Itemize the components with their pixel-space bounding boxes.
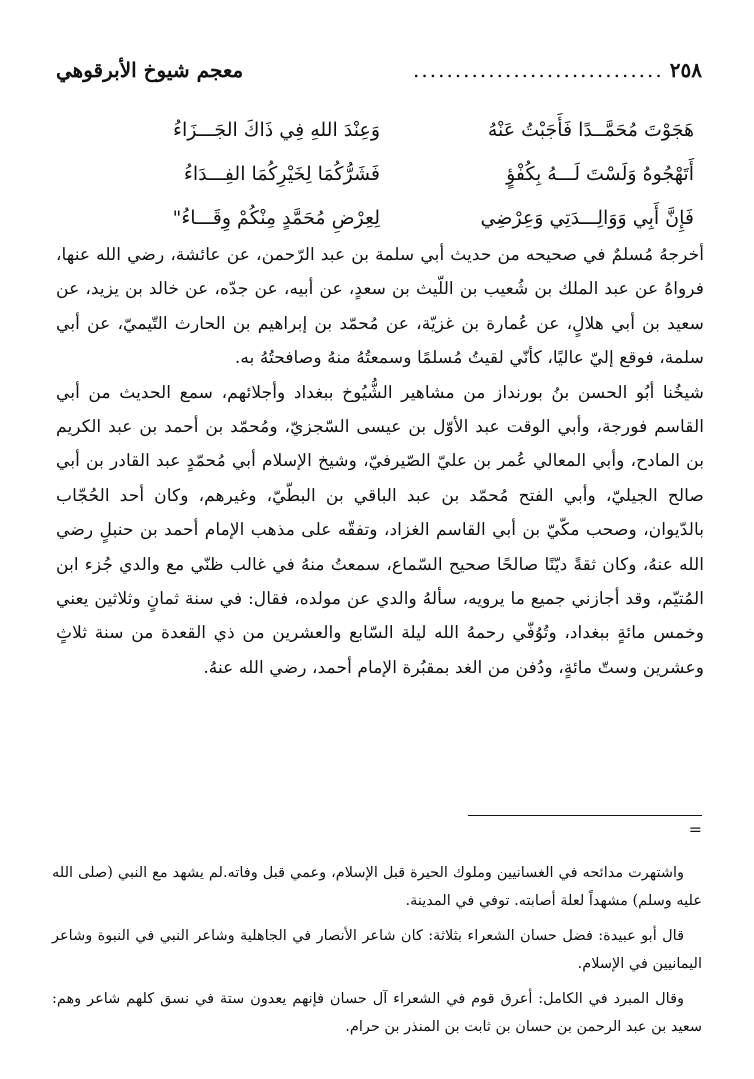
- page-header: [56, 58, 702, 92]
- poem-verse: [80, 108, 694, 152]
- footnote-separator: [468, 815, 702, 816]
- footnote-paragraph: وقال المبرد في الكامل: أعرق قوم في الشعراء آل حسان فإنهم يعدون ستة في نسق كلهم شاعر وهم: سعيد بن عبد الرحمن بن حسان بن ثابت بن المنذر بن حرام.: [52, 991, 702, 1035]
- verse-second-hemistich: وَعِنْدَ اللهِ فِي ذَاكَ الجَـــزَاءُ: [173, 119, 380, 141]
- book-title: معجم شيوخ الأبرقوهي: [56, 58, 244, 82]
- header-leader-dots: ..............................: [413, 58, 664, 82]
- body-paragraph: أخرجهُ مُسلمٌ في صحيحه من حديث أبي سلمة بن عبد الرّحمن، عن عائشة، رضي الله عنها، فرواهُ عن عبد الملك بن شُعيب بن اللّيث بن سعدٍ، عن أبيه، عن جدّه، عن خالد بن يزيد، عن سعيد بن أبي هلالٍ، عن عُمارة بن غزيّة، عن مُحمّد بن إبراهيم بن الحارث التّيميّ، عن أبي سلمة، فوقع إليّ عاليًا، كأنّي لقيتُ مُسلمًا وسمعتُهُ منهُ وصافحتُهُ به.: [56, 245, 704, 369]
- footnote-paragraph: قال أبو عبيدة: فضل حسان الشعراء بثلاثة: كان شاعر الأنصار في الجاهلية وشاعر النبي في النبوة وشاعر اليمانيين في الإسلام.: [52, 928, 702, 972]
- verse-first-hemistich: أَتَهْجُوهُ وَلَسْتَ لَـــهُ بِكُفْؤٍ: [506, 163, 694, 185]
- verse-first-hemistich: هَجَوْتَ مُحَمَّــدًا فَأَجَبْتُ عَنْهُ: [487, 119, 694, 141]
- poem-block: [80, 108, 694, 240]
- main-text: [56, 238, 704, 685]
- verse-second-hemistich: فَشَرُّكُمَا لِخَيْرِكُمَا الفِـــدَاءُ: [183, 163, 380, 185]
- body-paragraph: شيخُنا أبُو الحسن بنُ بورنداز من مشاهير الشُّيُوخ ببغداد وأجلائهم، سمع الحديث من أبي القاسم فورجة، وأبي الوقت عبد الأوّل بن عيسى السّجزيّ، ومُحمّد بن أحمد بن عبد الكريم بن المادح، وأبي المعالي عُمر بن عليّ الصّيرفيّ، وشيخ الإسلام أبي مُحمّدٍ عبد القادر بن أبي صالح الجيليّ، وأبي الفتح مُحمّد بن عبد الباقي بن البطّيّ، وغيرهم، وكان أحد الحُجّاب بالدّيوان، وصحب مكّيّ بن أبي القاسم الغزاد، وتفقّه على مذهب الإمام أحمد بن حنبلٍ رضي الله عنهُ، وكان ثقةً ديّنًا صالحًا صحيح السّماع، سمعتُ منهُ في غالب ظنّي مع والدي جُزء ابن المُتيّم، وقد أجازني جميع ما يرويه، سألهُ والدي عن مولده، فقال: في سنة ثمانٍ وثلاثين يعني وخمس مائةٍ ببغداد، وتُوُفّي رحمهُ الله ليلة السّابع والعشرين من ذي القعدة من سنة ثلاثٍ وعشرين وستّ مائةٍ، ودُفن من الغد بمقبُرة الإمام أحمد، رضي الله عنهُ.: [56, 382, 704, 678]
- footnotes: [52, 860, 702, 1049]
- footnote-continuation-mark: =: [688, 820, 702, 839]
- verse-second-hemistich: لِعِرْضِ مُحَمَّدٍ مِنْكُمْ وِقَـــاءُ": [172, 207, 380, 229]
- footnote-paragraph: واشتهرت مدائحه في الغسانيين وملوك الحيرة قبل الإسلام، وعمي قبل وفاته.لم يشهد مع النبي (صلى الله عليه وسلم) مشهداً لعلة أصابته. توفي في المدينة.: [52, 865, 702, 909]
- poem-verse: [80, 152, 694, 196]
- verse-first-hemistich: فَإِنَّ أَبِي وَوَالِـــدَتِي وَعِرْضِي: [480, 207, 694, 229]
- page-number: ٢٥٨: [669, 58, 702, 82]
- poem-verse: [80, 196, 694, 240]
